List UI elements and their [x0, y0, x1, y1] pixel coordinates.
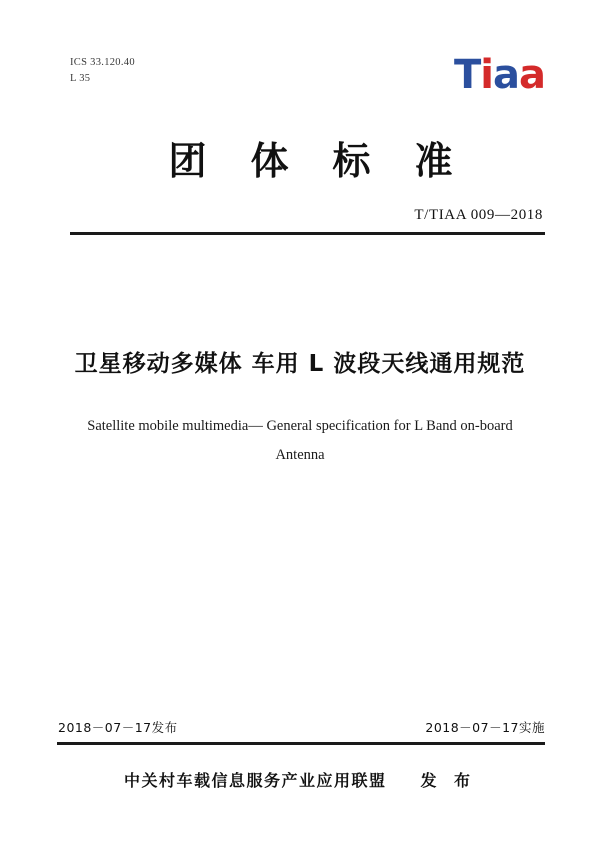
footer-divider	[57, 742, 545, 745]
logo-letter-a2: a	[519, 52, 545, 98]
issuer-row	[55, 768, 545, 791]
effective-date: 2018－07－17实施	[425, 720, 545, 735]
issue-date: 2018－07－17发布	[58, 720, 178, 735]
ics-line-2: L 35	[70, 73, 91, 84]
document-title-chinese: 卫星移动多媒体 车用 L 波段天线通用规范	[74, 351, 526, 377]
standard-type-title: 团体标准	[168, 139, 497, 183]
ics-classification	[70, 55, 135, 87]
logo-letter-t: T	[453, 52, 481, 98]
standard-band	[70, 135, 545, 235]
english-title-line-1: Satellite mobile multimedia— General specification for L Band on-board	[87, 418, 513, 434]
logo-letter-i: i	[480, 52, 493, 98]
tiaa-logo	[454, 53, 545, 97]
date-row	[58, 718, 545, 736]
header-divider	[70, 232, 545, 235]
issuer-name: 中关村车载信息服务产业应用联盟	[123, 771, 387, 790]
logo-letter-a1: a	[493, 52, 519, 98]
document-header	[70, 52, 545, 115]
publish-label: 发 布	[420, 771, 477, 790]
english-title-line-2: Antenna	[275, 447, 325, 463]
ics-line-1: ICS 33.120.40	[70, 57, 135, 68]
document-title-english	[72, 412, 528, 470]
standard-number: T/TIAA 009—2018	[414, 207, 543, 223]
